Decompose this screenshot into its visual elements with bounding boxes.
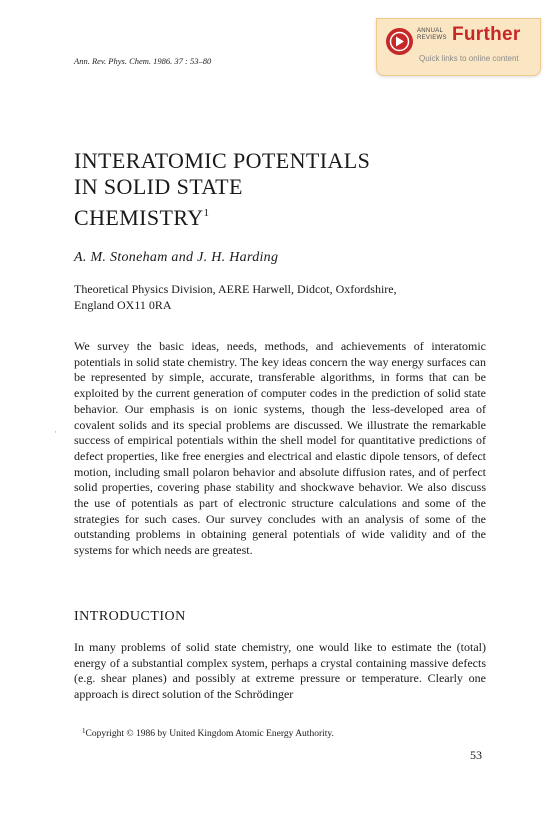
affiliation: Theoretical Physics Division, AERE Harwell, Didcot, Oxfordshire, England OX11 0RA bbox=[74, 282, 397, 312]
page-number: 53 bbox=[470, 748, 482, 762]
annual-reviews-wordmark: ANNUAL REVIEWS bbox=[417, 28, 447, 41]
further-banner[interactable] bbox=[376, 18, 541, 76]
article-title bbox=[74, 148, 474, 231]
annual-reviews-logo-icon bbox=[386, 28, 413, 55]
title-line-2: IN SOLID STATE bbox=[74, 174, 243, 199]
footnote-text: Copyright © 1986 by United Kingdom Atomic Energy Authority. bbox=[85, 729, 334, 739]
section-heading-introduction: INTRODUCTION bbox=[74, 609, 186, 624]
title-footnote-mark[interactable]: 1 bbox=[203, 207, 210, 219]
further-label[interactable]: Further bbox=[452, 24, 521, 45]
title-line-3: CHEMISTRY$^1$ bbox=[74, 205, 210, 230]
journal-reference: Ann. Rev. Phys. Chem. 1986. 37 : 53–80 bbox=[74, 56, 212, 66]
footnote-mark: 1 bbox=[82, 727, 86, 735]
introduction-paragraph: In many problems of solid state chemistry, one would like to estimate the (total) energy of a substantial complex system, perhaps a crystal containing massive defects (e.g. shear planes) and possibly at extreme pressure or temperature. Clearly one approach is direct solution of the Schrödinger bbox=[74, 640, 486, 702]
title-line-1: INTERATOMIC POTENTIALS bbox=[74, 148, 371, 173]
margin-mark: · bbox=[54, 427, 57, 437]
footnote bbox=[82, 727, 462, 739]
author-list: A. M. Stoneham and J. H. Harding bbox=[74, 250, 279, 265]
quick-links-text[interactable]: Quick links to online content bbox=[419, 54, 519, 63]
abstract: We survey the basic ideas, needs, methods, and achievements of interatomic potentials in solid state chemistry. The key ideas concern the way energy surfaces can be represented by simple, accurate, transferable algorithms, in forms that can be exploited by the current generation of computer codes in the prediction of solid state behavior. Our emphasis is on ionic systems, though the less-developed area of covalent solids and its special problems are discussed. We illustrate the remarkable success of empirical potentials within the shell model for quantitative predictions of defect properties, like free energies and electrical and elastic dipole tensors, of defect motion, including small polaron behavior and absolute diffusion rates, and of perfect solid properties, covering phase stability and shockwave behavior. We also discuss the use of potentials as part of electronic structure calculations and some of the strategies for such cases. Our survey concludes with an analysis of some of the outstanding problems in obtaining general potentials of wide validity and of the systems for which needs are greatest. bbox=[74, 339, 486, 558]
